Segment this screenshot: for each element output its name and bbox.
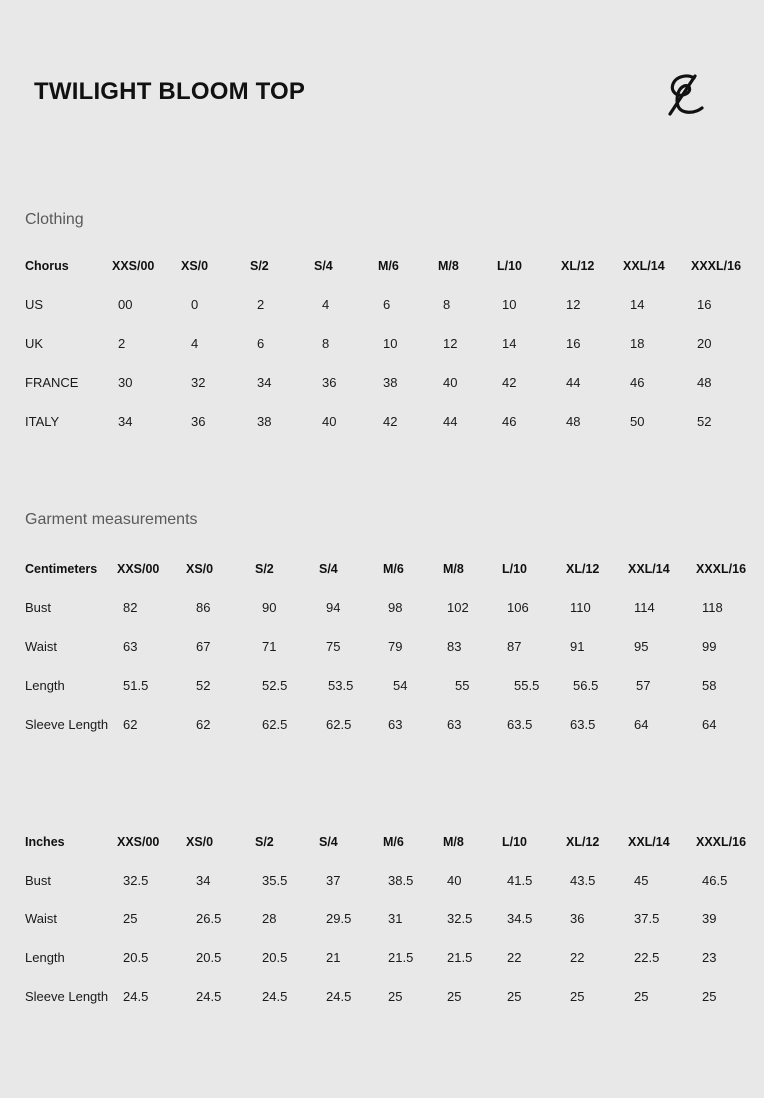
inches-size-header: XXXL/16 [696, 835, 747, 849]
centimeters-value-cell: 64 [634, 717, 649, 732]
centimeters-size-header: XXL/14 [628, 562, 670, 576]
inches-value-cell: 21.5 [447, 950, 473, 965]
inches-value-cell: 24.5 [123, 989, 149, 1004]
centimeters-value-cell: 83 [447, 639, 462, 654]
clothing-value-cell: 42 [383, 414, 398, 429]
centimeters-value-cell: 87 [507, 639, 522, 654]
clothing-value-cell: 50 [630, 414, 645, 429]
inches-size-header: S/2 [255, 835, 274, 849]
inches-value-cell: 39 [702, 911, 717, 926]
centimeters-value-cell: 52.5 [262, 678, 288, 693]
inches-table-row [0, 911, 764, 931]
inches-value-cell: 25 [447, 989, 462, 1004]
inches-row-label: Waist [25, 911, 58, 926]
clothing-value-cell: 46 [630, 375, 645, 390]
clothing-size-header: XXL/14 [623, 259, 665, 273]
clothing-table-row [0, 297, 764, 317]
clothing-size-header: S/4 [314, 259, 333, 273]
centimeters-value-cell: 63.5 [570, 717, 596, 732]
clothing-value-cell: 34 [257, 375, 272, 390]
clothing-table-row [0, 336, 764, 356]
inches-row-label: Sleeve Length [25, 989, 109, 1004]
centimeters-value-cell: 102 [447, 600, 469, 615]
garment-section-label: Garment measurements [25, 511, 198, 528]
inches-value-cell: 43.5 [570, 873, 596, 888]
clothing-value-cell: 36 [322, 375, 337, 390]
clothing-value-cell: 16 [697, 297, 712, 312]
clothing-value-cell: 42 [502, 375, 517, 390]
centimeters-row-label: Length [25, 678, 65, 693]
clothing-value-cell: 38 [257, 414, 272, 429]
inches-value-cell: 25 [570, 989, 585, 1004]
clothing-value-cell: 40 [322, 414, 337, 429]
clothing-value-cell: 6 [257, 336, 265, 351]
clothing-size-header: M/6 [378, 259, 399, 273]
clothing-value-cell: 36 [191, 414, 206, 429]
clothing-value-cell: 48 [697, 375, 712, 390]
clothing-value-cell: 20 [697, 336, 712, 351]
inches-value-cell: 28 [262, 911, 277, 926]
clothing-size-header: M/8 [438, 259, 459, 273]
inches-value-cell: 25 [702, 989, 717, 1004]
centimeters-value-cell: 55.5 [514, 678, 540, 693]
inches-value-cell: 32.5 [447, 911, 473, 926]
clothing-value-cell: 30 [118, 375, 133, 390]
inches-value-cell: 24.5 [326, 989, 352, 1004]
centimeters-table-row [0, 678, 764, 698]
inches-value-cell: 40 [447, 873, 462, 888]
inches-value-cell: 31 [388, 911, 403, 926]
centimeters-value-cell: 79 [388, 639, 403, 654]
clothing-value-cell: 44 [443, 414, 458, 429]
clothing-size-header: XXS/00 [112, 259, 155, 273]
clothing-value-cell: 6 [383, 297, 391, 312]
inches-table-row [0, 989, 764, 1009]
inches-value-cell: 21.5 [388, 950, 414, 965]
centimeters-value-cell: 51.5 [123, 678, 149, 693]
centimeters-value-cell: 86 [196, 600, 211, 615]
clothing-value-cell: 34 [118, 414, 133, 429]
inches-row-label: Length [25, 950, 65, 965]
inches-value-cell: 32.5 [123, 873, 149, 888]
clothing-size-header: XXXL/16 [691, 259, 742, 273]
inches-value-cell: 23 [702, 950, 717, 965]
inches-value-cell: 29.5 [326, 911, 352, 926]
clothing-header-label: Chorus [25, 259, 69, 273]
centimeters-value-cell: 110 [570, 600, 591, 615]
centimeters-value-cell: 63 [123, 639, 138, 654]
inches-value-cell: 20.5 [196, 950, 222, 965]
clothing-value-cell: 38 [383, 375, 398, 390]
clothing-value-cell: 8 [322, 336, 330, 351]
centimeters-value-cell: 82 [123, 600, 138, 615]
clothing-row-label: ITALY [25, 414, 60, 429]
inches-value-cell: 41.5 [507, 873, 533, 888]
clothing-size-header: S/2 [250, 259, 269, 273]
clothing-value-cell: 8 [443, 297, 451, 312]
inches-value-cell: 22.5 [634, 950, 660, 965]
clothing-value-cell: 14 [502, 336, 517, 351]
inches-header-row [0, 835, 764, 855]
centimeters-value-cell: 98 [388, 600, 403, 615]
centimeters-size-header: XL/12 [566, 562, 600, 576]
inches-value-cell: 20.5 [123, 950, 149, 965]
c-loop-logo-icon [664, 70, 708, 118]
inches-value-cell: 25 [634, 989, 649, 1004]
clothing-table-row [0, 414, 764, 434]
inches-size-header: XXL/14 [628, 835, 670, 849]
centimeters-value-cell: 53.5 [328, 678, 354, 693]
clothing-value-cell: 4 [322, 297, 330, 312]
clothing-size-header: XL/12 [561, 259, 595, 273]
centimeters-header-row [0, 562, 764, 582]
inches-table-row [0, 873, 764, 893]
centimeters-value-cell: 118 [702, 600, 723, 615]
clothing-table-row [0, 375, 764, 395]
clothing-value-cell: 12 [443, 336, 458, 351]
inches-value-cell: 46.5 [702, 873, 728, 888]
centimeters-row-label: Waist [25, 639, 58, 654]
clothing-row-label: FRANCE [25, 375, 79, 390]
centimeters-row-label: Bust [25, 600, 52, 615]
inches-size-header: L/10 [502, 835, 528, 849]
clothing-value-cell: 48 [566, 414, 581, 429]
centimeters-value-cell: 58 [702, 678, 717, 693]
clothing-value-cell: 40 [443, 375, 458, 390]
centimeters-size-header: S/4 [319, 562, 338, 576]
centimeters-size-header: M/6 [383, 562, 404, 576]
centimeters-value-cell: 52 [196, 678, 211, 693]
inches-value-cell: 22 [570, 950, 585, 965]
inches-value-cell: 34.5 [507, 911, 533, 926]
centimeters-header-label: Centimeters [25, 562, 98, 576]
inches-size-header: XL/12 [566, 835, 600, 849]
clothing-value-cell: 12 [566, 297, 581, 312]
clothing-value-cell: 10 [502, 297, 517, 312]
inches-size-header: XXS/00 [117, 835, 160, 849]
centimeters-value-cell: 57 [636, 678, 651, 693]
centimeters-value-cell: 63 [447, 717, 462, 732]
centimeters-value-cell: 54 [393, 678, 408, 693]
clothing-value-cell: 16 [566, 336, 581, 351]
clothing-value-cell: 46 [502, 414, 517, 429]
clothing-value-cell: 52 [697, 414, 712, 429]
inches-size-header: S/4 [319, 835, 338, 849]
inches-header-label: Inches [25, 835, 65, 849]
clothing-value-cell: 44 [566, 375, 581, 390]
centimeters-value-cell: 94 [326, 600, 341, 615]
centimeters-row-label: Sleeve Length [25, 717, 109, 732]
clothing-section-label: Clothing [25, 211, 84, 228]
inches-value-cell: 24.5 [262, 989, 288, 1004]
centimeters-value-cell: 63 [388, 717, 403, 732]
centimeters-value-cell: 55 [455, 678, 470, 693]
inches-table-row [0, 950, 764, 970]
inches-size-header: M/8 [443, 835, 464, 849]
centimeters-value-cell: 64 [702, 717, 717, 732]
clothing-header-row [0, 259, 764, 279]
inches-size-header: M/6 [383, 835, 404, 849]
clothing-value-cell: 10 [383, 336, 398, 351]
inches-value-cell: 35.5 [262, 873, 288, 888]
centimeters-value-cell: 90 [262, 600, 277, 615]
centimeters-size-header: L/10 [502, 562, 528, 576]
inches-value-cell: 26.5 [196, 911, 222, 926]
inches-value-cell: 20.5 [262, 950, 288, 965]
inches-value-cell: 21 [326, 950, 341, 965]
centimeters-size-header: XXXL/16 [696, 562, 747, 576]
inches-value-cell: 37.5 [634, 911, 660, 926]
inches-value-cell: 36 [570, 911, 585, 926]
centimeters-size-header: S/2 [255, 562, 274, 576]
centimeters-value-cell: 67 [196, 639, 211, 654]
clothing-value-cell: 14 [630, 297, 645, 312]
clothing-size-header: XS/0 [181, 259, 209, 273]
inches-value-cell: 34 [196, 873, 211, 888]
clothing-row-label: US [25, 297, 44, 312]
centimeters-value-cell: 62 [123, 717, 138, 732]
inches-size-header: XS/0 [186, 835, 214, 849]
clothing-row-label: UK [25, 336, 44, 351]
centimeters-value-cell: 75 [326, 639, 341, 654]
centimeters-value-cell: 62 [196, 717, 211, 732]
clothing-value-cell: 2 [257, 297, 265, 312]
clothing-value-cell: 00 [118, 297, 133, 312]
centimeters-value-cell: 62.5 [262, 717, 288, 732]
centimeters-table-row [0, 717, 764, 737]
inches-value-cell: 45 [634, 873, 649, 888]
page-title: TWILIGHT BLOOM TOP [34, 78, 306, 105]
clothing-value-cell: 32 [191, 375, 206, 390]
centimeters-table-row [0, 600, 764, 620]
centimeters-value-cell: 95 [634, 639, 649, 654]
inches-value-cell: 37 [326, 873, 341, 888]
clothing-value-cell: 2 [118, 336, 126, 351]
clothing-value-cell: 18 [630, 336, 645, 351]
centimeters-value-cell: 91 [570, 639, 585, 654]
centimeters-value-cell: 63.5 [507, 717, 533, 732]
centimeters-value-cell: 62.5 [326, 717, 352, 732]
inches-value-cell: 38.5 [388, 873, 414, 888]
inches-value-cell: 25 [507, 989, 522, 1004]
centimeters-size-header: XXS/00 [117, 562, 160, 576]
clothing-value-cell: 0 [191, 297, 199, 312]
centimeters-size-header: XS/0 [186, 562, 214, 576]
centimeters-table-row [0, 639, 764, 659]
inches-row-label: Bust [25, 873, 52, 888]
inches-value-cell: 22 [507, 950, 522, 965]
centimeters-value-cell: 114 [634, 600, 655, 615]
clothing-value-cell: 4 [191, 336, 199, 351]
centimeters-value-cell: 56.5 [573, 678, 599, 693]
inches-value-cell: 24.5 [196, 989, 222, 1004]
centimeters-size-header: M/8 [443, 562, 464, 576]
centimeters-value-cell: 71 [262, 639, 277, 654]
inches-value-cell: 25 [123, 911, 138, 926]
clothing-size-header: L/10 [497, 259, 523, 273]
centimeters-value-cell: 106 [507, 600, 529, 615]
inches-value-cell: 25 [388, 989, 403, 1004]
centimeters-value-cell: 99 [702, 639, 717, 654]
